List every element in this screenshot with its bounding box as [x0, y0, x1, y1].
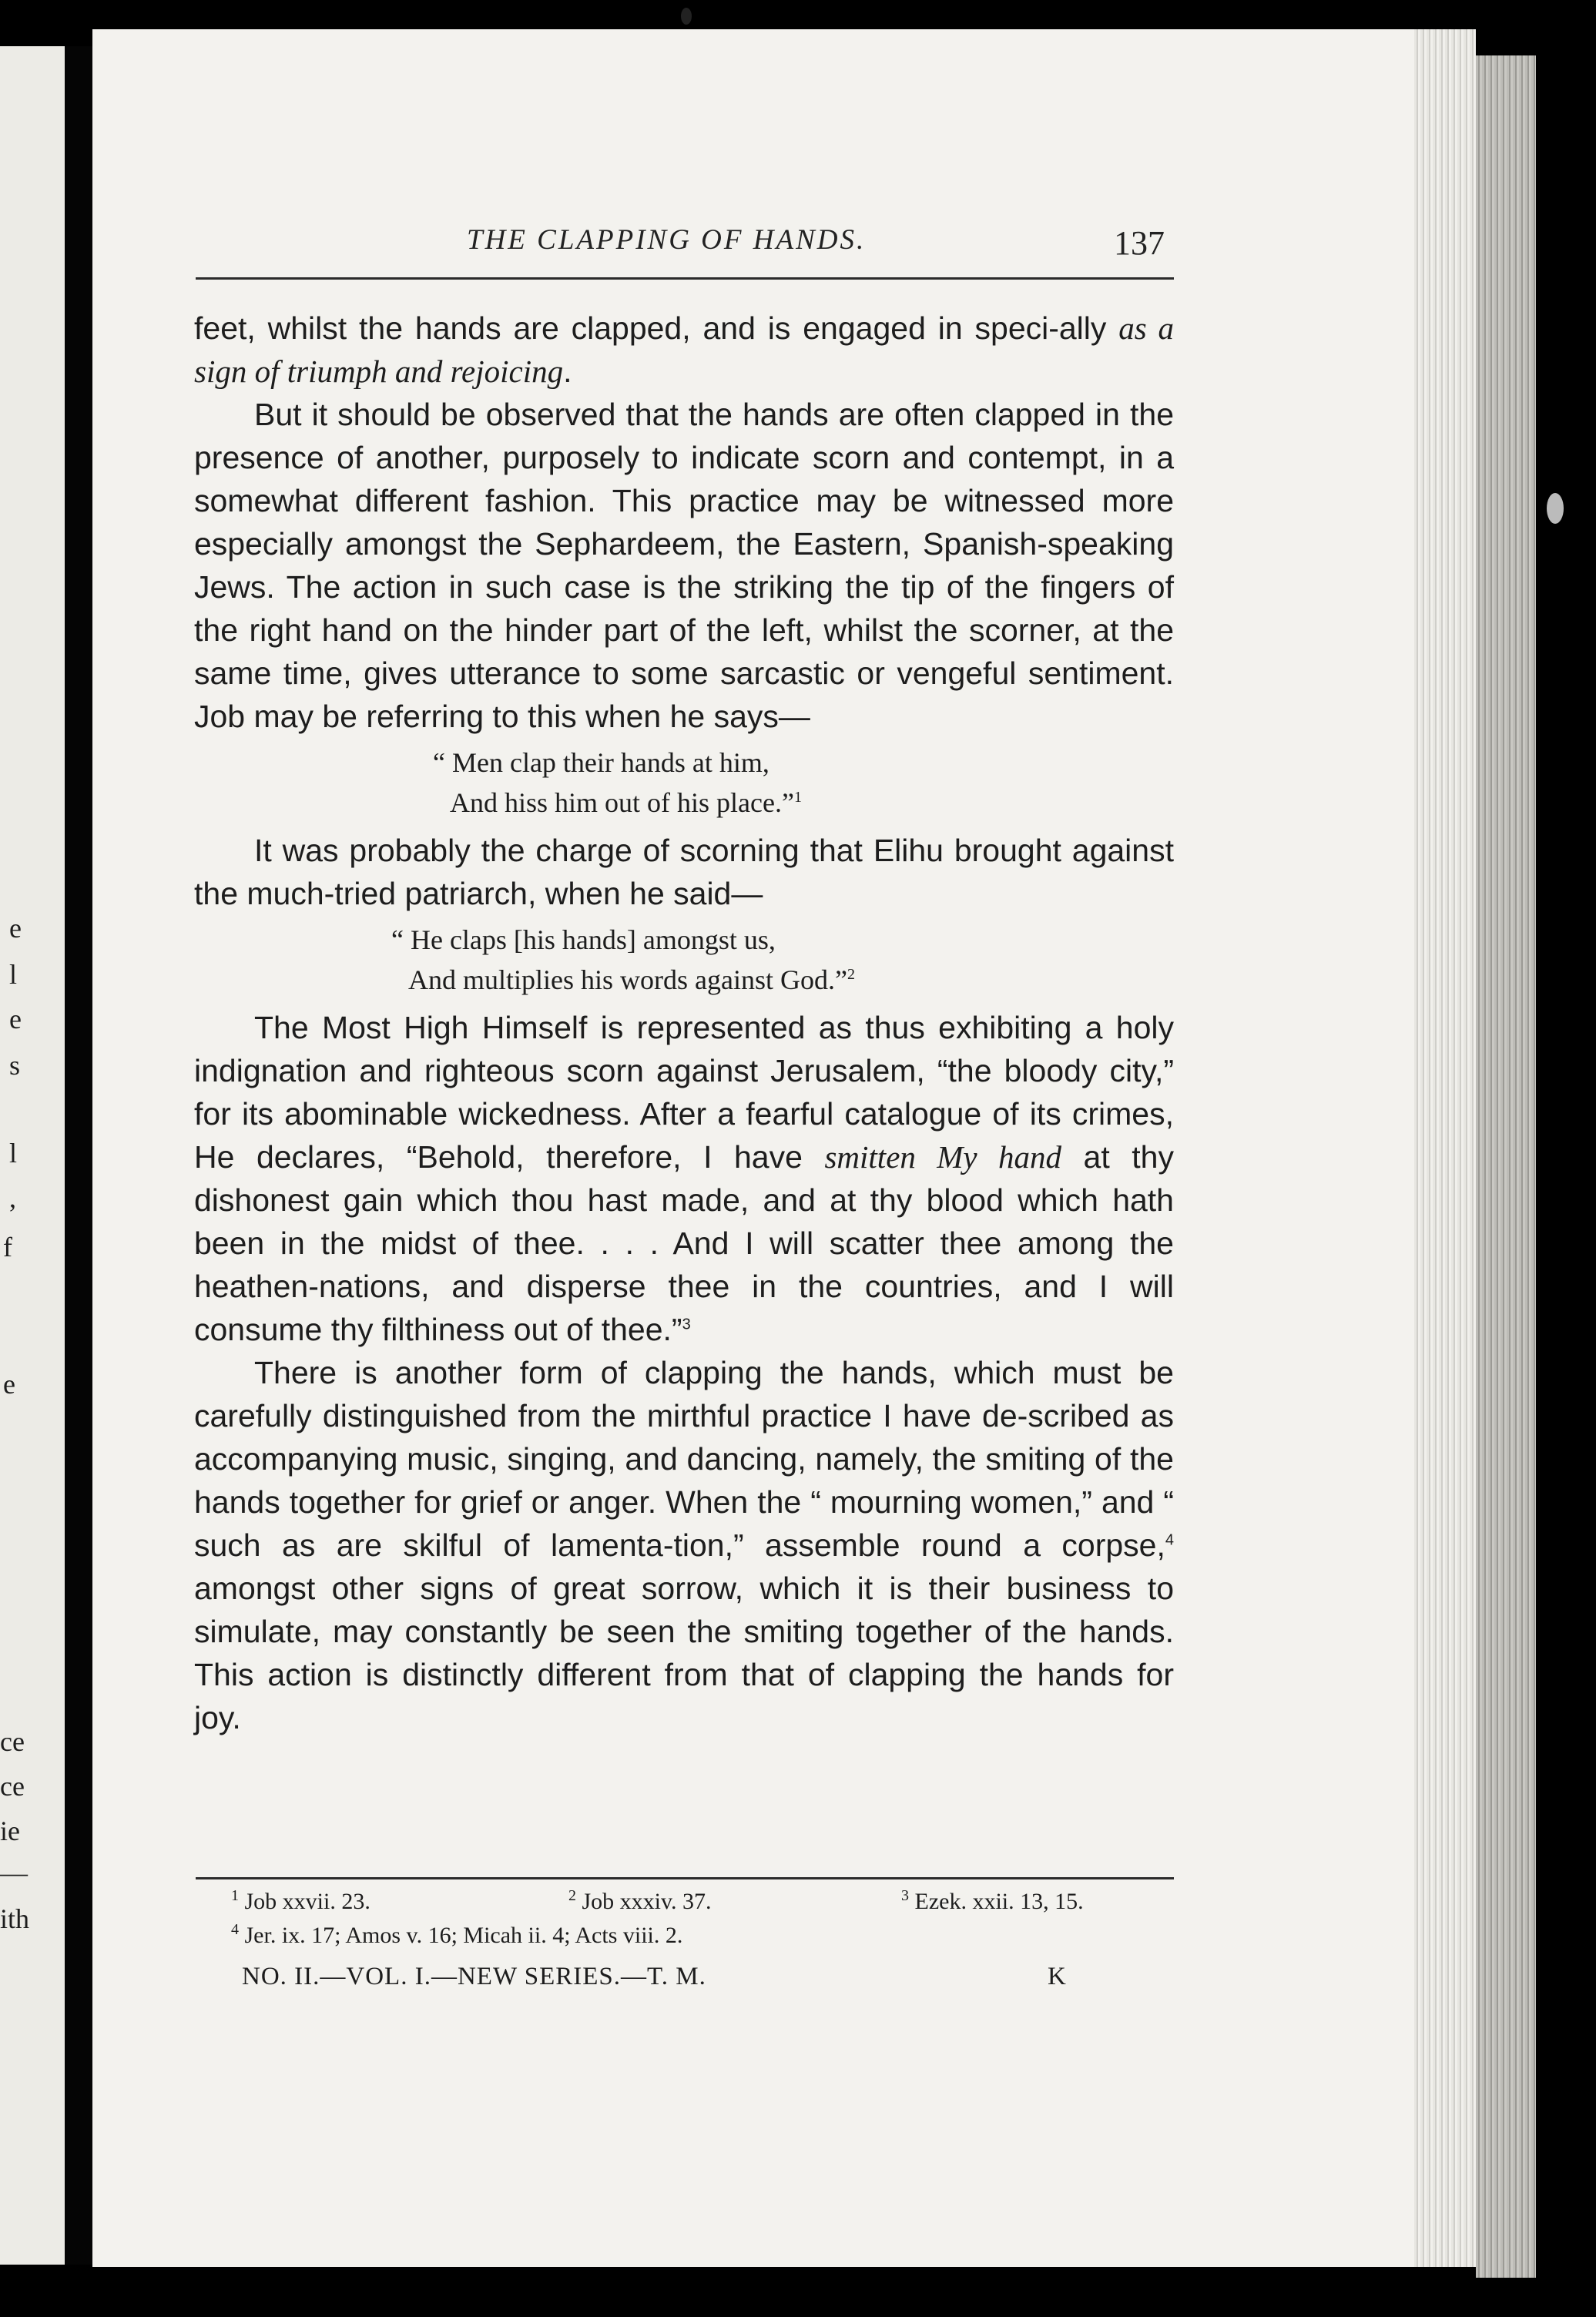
footnote-rule: [196, 1877, 1174, 1879]
left-page-fragment: l: [9, 1138, 18, 1169]
left-page-fragment: e: [9, 913, 22, 944]
signature-line: NO. II.—VOL. I.—NEW SERIES.—T. M.: [242, 1963, 706, 1990]
footnote: $^2$ Job xxxiv. 37.: [568, 1887, 712, 1914]
left-page-margin: [0, 46, 72, 2265]
paragraph: There is another form of clapping the hands, which must be carefully distinguished from the mirthful practice I have de-scribed as accompanying music, singing, and dancing, namely, the smiting of the hands together for grief or anger. When the “ mourning women,” and “ such as are skilful of lamenta-tion,” assemble round a corpse,$^4$ amongst other signs of great sorrow, which it is their business to simulate, may constantly be seen the smiting together of the hands. This action is distinctly different from that of clapping the hands for joy.: [194, 1355, 1174, 1735]
paragraph: The Most High Himself is represented as thus exhibiting a holy indignation and righteous scorn against Jerusalem, “the bloody city,” for its abominable wickedness. After a fearful catalogue of its crimes, He declares, “Behold, therefore, I have smitten My hand at thy dishonest gain which thou hast made, and at thy blood which hath been in the midst of thee. . . . And I will scatter thee among the heathen-nations, and disperse thee in the countries, and I will consume thy filthiness out of thee.”$^3$: [194, 1010, 1174, 1347]
paragraph: It was probably the charge of scorning that Elihu brought against the much-tried patriarch, when he said—: [194, 833, 1174, 911]
footnote: $^3$ Ezek. xxii. 13, 15.: [901, 1887, 1084, 1914]
page-number: 137: [1114, 224, 1165, 262]
left-page-fragment: ith: [0, 1903, 30, 1934]
left-page-fragment: ie: [0, 1816, 20, 1846]
emphasis: as a sign of triumph and rejoicing: [194, 310, 1174, 389]
footnote-ref: 3: [682, 1316, 691, 1333]
footnote-ref: 2: [847, 966, 855, 983]
paragraph: But it should be observed that the hands are often clapped in the presence of another, purposely to indicate scorn and contempt, in a somewhat different fashion. This practice may be witnessed more especially amongst the Sephardeem, the Eastern, Spanish-speaking Jews. The action in such case is the striking the tip of the fingers of the right hand on the hinder part of the left, whilst the scorner, at the same time, gives utterance to some sarcastic or vengeful sentiment. Job may be referring to this when he says—: [194, 397, 1174, 734]
left-page-fragment: s: [9, 1050, 21, 1081]
left-page-fragment: f: [3, 1232, 12, 1262]
verse-quote: “ Men clap their hands at him, And hiss him out of his place.”$^1$: [433, 747, 802, 818]
scan-speck: [1547, 493, 1564, 524]
scan-speck: [681, 8, 692, 25]
footnote: $^1$ Job xxvii. 23.: [231, 1887, 370, 1914]
footnote-ref: 4: [1165, 1531, 1174, 1549]
footnote-ref: 1: [793, 789, 802, 806]
page-edge-stack-shadow: [1476, 55, 1536, 2278]
verse-quote: “ He claps [his hands] amongst us, And multiplies his words against God.”$^2$: [391, 924, 855, 995]
left-page-fragment: l: [9, 959, 18, 990]
header-rule: [196, 277, 1174, 280]
left-page-fragment: e: [9, 1004, 22, 1034]
page-edge-stack: [1414, 29, 1476, 2267]
left-page-fragment: ce: [0, 1726, 25, 1757]
running-title: THE CLAPPING OF HANDS.: [467, 224, 867, 256]
paragraph: feet, whilst the hands are clapped, and is engaged in speci-ally as a sign of triumph and rejoicing.: [194, 310, 1174, 389]
emphasis: smitten My hand: [824, 1139, 1062, 1175]
left-page-fragment: —: [0, 1857, 28, 1888]
left-page-fragment: ce: [0, 1771, 25, 1802]
footnote: $^4$ Jer. ix. 17; Amos v. 16; Micah ii. 4; Acts viii. 2.: [231, 1921, 683, 1948]
signature-mark: K: [1048, 1963, 1067, 1990]
left-page-fragment: ,: [9, 1182, 16, 1213]
left-page-fragment: e: [3, 1369, 15, 1400]
body-text: [194, 307, 1174, 1739]
